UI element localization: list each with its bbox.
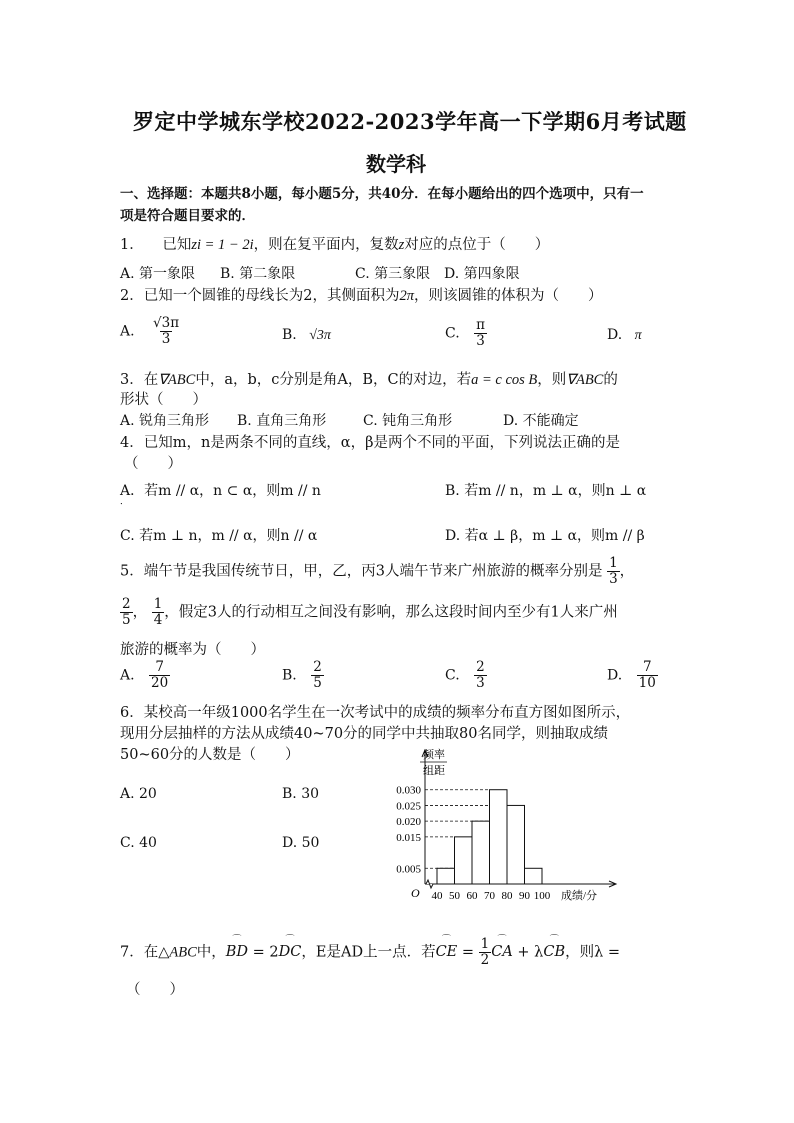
separator: ， (132, 604, 148, 621)
vector-ca: ⌒ CA (491, 944, 513, 960)
q5-option-a[interactable] (120, 660, 170, 691)
question-7 (120, 937, 620, 968)
q2-text-pre: 2．已知一个圆锥的母线长为2，其侧面积为 (120, 288, 400, 304)
y-axis-label-top: 频率 (423, 749, 445, 761)
q7-post: ，则λ = (565, 944, 621, 961)
q7-line2: （ ） (126, 982, 184, 998)
q4-option-a-dot: ． (120, 497, 130, 507)
histogram-bar (437, 868, 455, 884)
histogram-bar (507, 805, 525, 884)
y-axis-label-bottom: 组距 (423, 765, 445, 777)
fraction: $\frac{\pi}{3}$ (476, 317, 485, 349)
q6-line2: 现用分层抽样的方法从成绩40~70分的同学中共抽取80名同学，则抽取成绩 (120, 726, 608, 742)
y-tick-label: 0.015 (396, 831, 421, 844)
q3-option-b[interactable]: B. 直角三角形 (237, 413, 327, 429)
option-label: B. (282, 327, 297, 343)
option-label: C. (445, 667, 460, 684)
option-label: A. (120, 667, 135, 684)
q2-option-b[interactable] (282, 327, 331, 344)
q3-option-a[interactable]: A. 锐角三角形 (120, 413, 210, 429)
q2-text-post: ，则该圆锥的体积为（ ） (413, 288, 603, 304)
q7-plus: + λ (512, 944, 544, 961)
option-value: √3π (309, 328, 331, 343)
page-title: 罗定中学城东学校2022-2023学年高一下学期6月考试题 (133, 109, 687, 134)
option-label: D. (607, 667, 623, 684)
section-header-line1: 一、选择题：本题共8小题，每小题5分，共40分．在每小题给出的四个选项中，只有一 (120, 186, 644, 202)
fraction-half: $\frac{1}{2}$ (480, 936, 490, 968)
q3-condition: a = c cos B (471, 372, 538, 388)
q1-option-c[interactable]: C. 第三象限 (355, 266, 431, 282)
q5-option-c[interactable] (445, 660, 487, 691)
option-label: C. (445, 325, 460, 342)
y-tick-label: 0.030 (396, 784, 421, 797)
question-number: 1． (120, 237, 144, 253)
histogram-bar (490, 790, 508, 884)
q5-line2-text: ，假定3人的行动相互之间没有影响，那么这段时间内至少有1人来广州 (164, 604, 618, 621)
question-2 (120, 284, 602, 305)
option-label: D. (607, 327, 623, 343)
fraction: $\frac{√3\pi}{3}$ (153, 315, 180, 347)
q3-line2: 形状（ ） (120, 392, 207, 408)
q3-end: 的 (603, 372, 618, 388)
histogram-bar (455, 837, 473, 884)
q3-pre: 3．在 (120, 372, 159, 388)
q2-area: 2π (399, 288, 414, 304)
x-tick-label: 60 (466, 890, 478, 902)
q3-option-d[interactable]: D. 不能确定 (503, 413, 579, 429)
q1-option-a[interactable]: A. 第一象限 (120, 266, 196, 282)
vector-dc: ⌒ DC (279, 944, 302, 960)
vector-bd: ⌒ BD (226, 944, 248, 960)
page-subtitle: 数学科 (366, 152, 426, 176)
histogram-bar (525, 868, 543, 884)
q6-option-d[interactable]: D. 50 (282, 835, 320, 851)
q4-option-a[interactable]: A．若m // α，n ⊂ α，则m // n (120, 483, 321, 499)
q1-equation: zi = 1 − 2i (191, 237, 254, 253)
x-axis-break (426, 880, 433, 888)
chart-x-ticks (432, 890, 551, 902)
q7-pre: 7．在△ (120, 944, 170, 961)
q1-option-d[interactable]: D. 第四象限 (444, 266, 520, 282)
y-tick-label: 0.020 (396, 816, 421, 829)
fraction: $\frac{7}{10}$ (638, 659, 656, 691)
option-label: B. (282, 667, 297, 684)
q4-option-d[interactable]: D. 若α ⊥ β，m ⊥ α，则m // β (445, 528, 645, 544)
question-3 (120, 368, 618, 389)
q6-line3: 50~60分的人数是（ ） (120, 747, 300, 763)
q7-triangle: ABC (169, 944, 197, 961)
x-tick-label: 40 (431, 890, 443, 902)
q6-option-b[interactable]: B. 30 (282, 786, 320, 802)
q7-mid2: ，E是AD上一点．若 (301, 944, 436, 961)
q6-option-c[interactable]: C. 40 (120, 835, 157, 851)
question-6: 6．某校高一年级1000名学生在一次考试中的成绩的频率分布直方图如图所示， (120, 705, 631, 721)
q3-mid: 中，a，b，c分别是角A，B，C的对边，若 (195, 372, 472, 388)
vector-ce: ⌒ CE (436, 944, 458, 960)
q5-line2 (120, 597, 618, 628)
separator: ， (619, 563, 635, 580)
question-1 (120, 233, 549, 254)
x-tick-label: 50 (449, 890, 460, 902)
q5-line1: 5．端午节是我国传统节日，甲，乙，丙3人端午节来广州旅游的概率分别是 (120, 563, 603, 580)
q3-triangle-2: ∇ABC (566, 372, 604, 388)
q4-line2: （ ） (124, 456, 182, 472)
y-tick-label: 0.005 (396, 863, 421, 876)
q2-option-a[interactable] (120, 316, 181, 347)
q5-line3: 旅游的概率为（ ） (120, 642, 265, 658)
y-tick-label: 0.025 (396, 800, 421, 813)
x-tick-label: 70 (484, 890, 495, 902)
q5-fraction-3: $\frac{1}{4}$ (153, 596, 163, 628)
origin-label: O (411, 886, 420, 900)
q2-option-c[interactable] (445, 318, 487, 349)
q7-eq1: = 2 (248, 944, 279, 961)
fraction: $\frac{7}{20}$ (151, 659, 169, 691)
q7-eq2: = (457, 944, 479, 961)
q4-option-b[interactable]: B. 若m // n，m ⊥ α，则n ⊥ α (445, 483, 647, 499)
q1-pre: 已知 (162, 237, 192, 253)
q1-mid: ，则在复平面内，复数 (253, 237, 399, 253)
x-axis-label: 成绩/分 (561, 890, 598, 902)
q5-fraction-2: $\frac{2}{5}$ (122, 596, 131, 628)
q3-post: ，则 (537, 372, 567, 388)
section-header-line2: 项是符合题目要求的． (120, 208, 255, 224)
fraction: $\frac{2}{5}$ (313, 659, 322, 691)
q5-option-d[interactable] (607, 660, 658, 691)
option-label: A. (120, 323, 135, 340)
q5-fraction-1: $\frac{1}{3}$ (609, 555, 618, 587)
q3-triangle: ∇ABC (158, 372, 196, 388)
q4-option-c[interactable]: C. 若m ⊥ n，m // α，则n // α (120, 528, 318, 544)
q5-option-b[interactable] (282, 660, 324, 691)
option-value: π (634, 328, 642, 343)
question-4: 4．已知m，n是两条不同的直线，α，β是两个不同的平面，下列说法正确的是 (120, 435, 620, 451)
x-tick-label: 90 (519, 890, 530, 902)
histogram-chart (375, 745, 625, 905)
q1-var: z (398, 237, 405, 253)
q6-option-a[interactable]: A. 20 (120, 786, 157, 802)
q1-option-b[interactable]: B. 第二象限 (220, 266, 296, 282)
q1-post: 对应的点位于（ ） (404, 237, 550, 253)
x-tick-label: 80 (501, 890, 513, 902)
q7-mid1: 中， (196, 944, 226, 961)
x-tick-label: 100 (533, 890, 551, 902)
chart-y-ticks (396, 785, 421, 876)
vector-cb: ⌒ CB (543, 944, 565, 960)
fraction: $\frac{2}{3}$ (476, 659, 485, 691)
histogram-bar (472, 821, 490, 884)
q2-option-d[interactable] (607, 327, 642, 344)
question-5 (120, 556, 634, 587)
q3-option-c[interactable]: C. 钝角三角形 (363, 413, 453, 429)
